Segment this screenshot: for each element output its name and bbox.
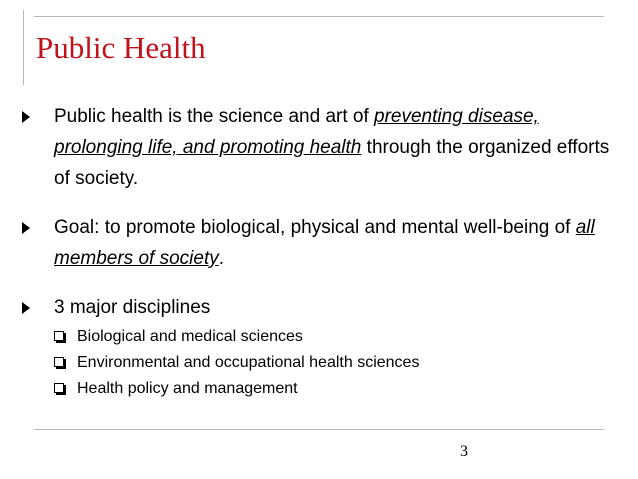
- bullet-arrow-icon: [22, 222, 30, 234]
- society-link[interactable]: all members of society: [54, 217, 595, 269]
- sub-bullet-box-icon: [54, 331, 64, 341]
- sub-bullet-box-icon: [54, 383, 64, 393]
- definition-link[interactable]: preventing disease, prolonging life, and promoting health: [54, 106, 539, 158]
- bullet-text-disciplines: 3 major disciplines: [54, 297, 211, 318]
- bullet-text-segment: Goal: to promote biological, physical and mental well-being of: [54, 217, 576, 238]
- slide-title: Public Health: [36, 30, 206, 65]
- bottom-divider: [34, 429, 604, 430]
- left-divider: [23, 10, 24, 85]
- top-divider: [34, 16, 604, 17]
- bullet-text-goal: [54, 212, 614, 274]
- bullet-text-segment: through the organized efforts of society.: [54, 137, 610, 189]
- bullet-text-definition: [54, 101, 614, 194]
- bullet-text-segment: .: [218, 248, 225, 269]
- sub-item-biological: Biological and medical sciences: [77, 328, 303, 345]
- bullet-arrow-icon: [22, 111, 30, 123]
- bullet-text-segment: Public health is the science and art of: [54, 106, 375, 127]
- page-number: 3: [460, 443, 468, 460]
- sub-item-policy: Health policy and management: [77, 380, 298, 397]
- sub-bullet-box-icon: [54, 357, 64, 367]
- bullet-arrow-icon: [22, 302, 30, 314]
- sub-item-environmental: Environmental and occupational health sciences: [77, 354, 420, 371]
